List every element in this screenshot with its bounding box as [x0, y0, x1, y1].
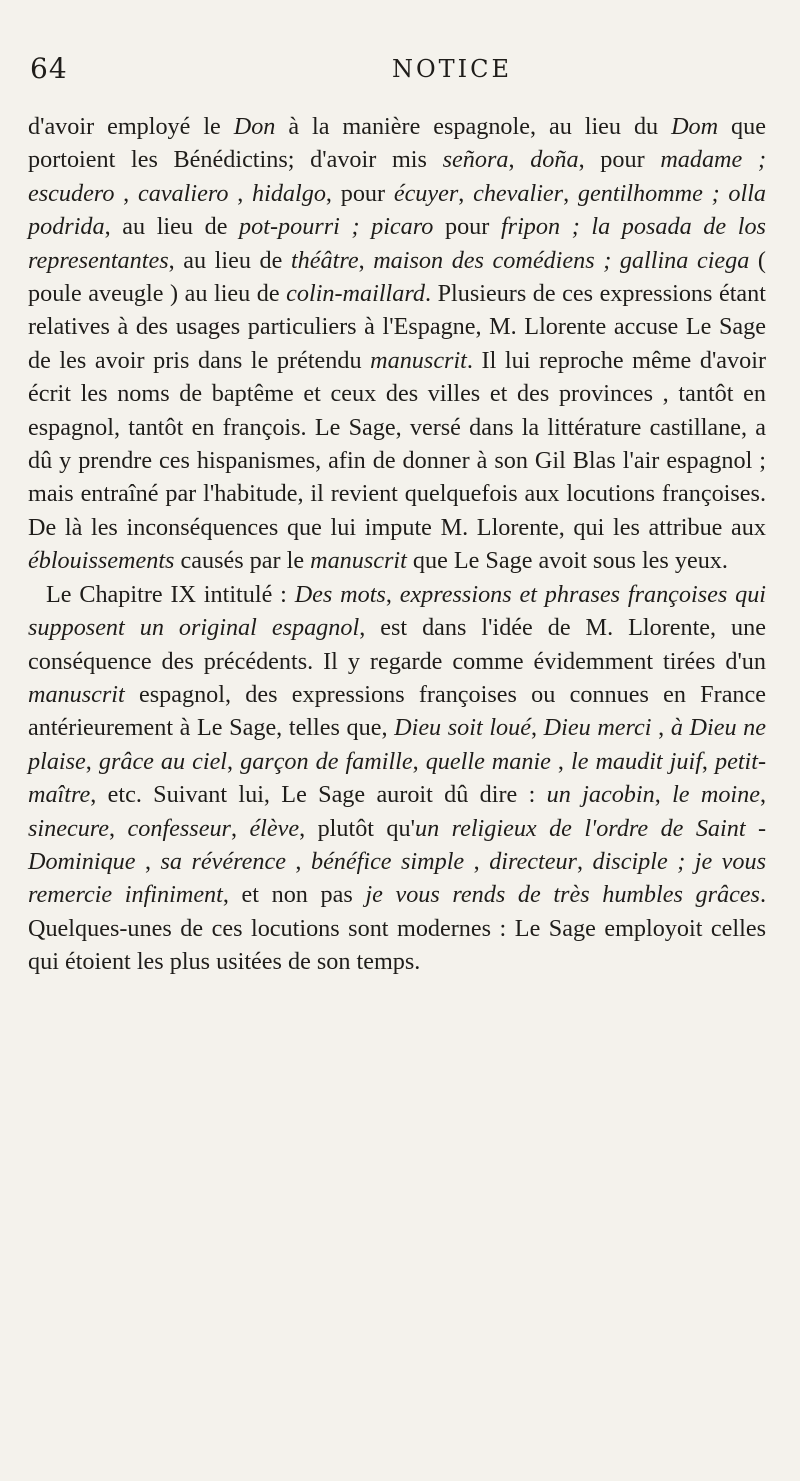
italic-phrase: le maudit juif	[571, 747, 702, 775]
text-run: ,	[385, 580, 400, 608]
body-text	[28, 110, 766, 979]
text-run: ,	[358, 246, 374, 274]
text-run: que portoient les Bénédictins; d'avoir mis	[28, 113, 766, 174]
text-run: à la manière espagnole, au lieu du	[275, 113, 672, 140]
text-run: ,	[227, 747, 241, 775]
text-run: ,	[759, 781, 767, 809]
text-run: . Il lui reproche même d'avoir écrit les noms de baptême et ceux des villes et des provinces , tantôt en espagnol, tantôt en françois. Le Sage, versé dans la littérature castillane, a dû y prendre ces hispanismes, afin de donner à son Gil Blas l'air espagnol ; mais entraîné par l'habitude, il revient quelquefois aux locutions françoises. De là les inconséquences que lui impute M. Llorente, qui les attribue aux	[28, 346, 767, 541]
text-run: , et non pas	[222, 881, 366, 909]
italic-phrase: sinecure	[28, 814, 110, 842]
text-run: ,	[114, 179, 138, 207]
text-run: ,	[530, 714, 544, 742]
italic-phrase: Don	[233, 113, 276, 140]
italic-phrase: chevalier	[473, 179, 564, 207]
italic-phrase: manuscrit	[310, 547, 407, 575]
italic-phrase: disciple ; je vous remercie infiniment	[28, 847, 767, 909]
italic-phrase: petit-maître	[28, 747, 767, 809]
text-run: ,	[576, 847, 593, 875]
text-run: ,	[563, 179, 578, 207]
italic-phrase: grâce au ciel	[98, 747, 228, 775]
running-title: NOTICE	[392, 55, 513, 83]
italic-phrase: confesseur	[127, 814, 231, 842]
italic-phrase: écuyer	[393, 179, 459, 207]
paragraph-1	[28, 110, 766, 578]
italic-phrase: gentilhomme ; olla podrida	[28, 179, 767, 241]
italic-phrase: garçon de famille	[240, 747, 413, 775]
italic-phrase: je vous rends de très humbles grâces	[365, 881, 760, 909]
text-run: , plutôt qu'	[299, 814, 415, 842]
italic-phrase: sa révérence	[160, 847, 286, 875]
italic-phrase: bénéfice simple	[310, 847, 465, 875]
text-run: espagnol, des expressions françoises ou connues en France antérieurement à Le Sage, telles que,	[28, 680, 766, 742]
text-run: , etc. Suivant lui, Le Sage auroit dû dire :	[90, 781, 547, 809]
italic-phrase: un jacobin	[546, 781, 655, 809]
italic-phrase: directeur	[489, 847, 577, 875]
italic-phrase: théâtre	[290, 246, 359, 274]
paragraph-2	[28, 578, 766, 979]
text-run: ,	[701, 747, 715, 775]
italic-phrase: le moine	[672, 781, 760, 809]
italic-phrase: quelle manie	[425, 747, 551, 775]
text-run: ,	[550, 747, 571, 775]
text-run: ,	[109, 814, 128, 842]
text-run: causés par le	[174, 547, 311, 575]
text-run: ,	[85, 747, 99, 775]
italic-phrase: maison des comédiens ; gallina ciega	[373, 246, 750, 274]
text-run: ,	[464, 847, 490, 875]
text-run: , est dans l'idée de M. Llorente, une conséquence des précédents. Il y regarde comme évidemment tirées d'un	[28, 614, 766, 675]
italic-phrase: à Dieu ne plaise	[28, 714, 767, 775]
text-run: , pour	[325, 179, 394, 207]
text-run: ,	[654, 781, 673, 809]
italic-phrase: Des mots	[294, 580, 386, 608]
italic-phrase: Dieu soit loué	[394, 714, 531, 742]
italic-phrase: manuscrit	[28, 680, 125, 708]
text-run: ,	[412, 747, 426, 775]
text-run: ,	[458, 179, 474, 207]
text-run: d'avoir employé le	[28, 113, 234, 140]
text-run: . Plusieurs de ces expressions étant relatives à des usages particuliers à l'Espagne, M. Llorente accuse Le Sage de les avoir pris dans le prétendu	[28, 280, 766, 374]
text-run: ,	[228, 179, 252, 207]
text-run: ,	[508, 146, 531, 174]
italic-phrase: señora	[442, 146, 509, 174]
italic-phrase: Dom	[671, 113, 719, 140]
text-run: ,	[285, 847, 311, 875]
text-run: ,	[230, 814, 250, 842]
italic-phrase: élève	[249, 814, 300, 842]
italic-phrase: fripon ; la posada de los representantes	[28, 213, 766, 274]
italic-phrase: cavaliero	[137, 179, 229, 207]
text-run: , pour	[578, 146, 661, 174]
italic-phrase: hidalgo	[252, 179, 326, 207]
text-run: , au lieu de	[168, 246, 291, 274]
text-run: pour	[433, 213, 501, 241]
italic-phrase: manuscrit	[370, 346, 467, 374]
italic-phrase: éblouissements	[28, 547, 175, 575]
italic-phrase: un religieux de l'ordre de Saint - Dominique	[28, 814, 767, 875]
italic-phrase: pot-pourri ; picaro	[239, 213, 434, 241]
text-run: Le Chapitre IX intitulé :	[46, 580, 295, 608]
text-run: que Le Sage avoit sous les yeux.	[406, 547, 728, 575]
italic-phrase: expressions et phrases françoises qui supposent un original espagnol	[28, 580, 767, 642]
page-number: 64	[30, 52, 68, 85]
text-run: ,	[651, 714, 671, 742]
text-run: ( poule aveugle ) au lieu de	[28, 246, 766, 308]
italic-phrase: doña	[530, 146, 579, 174]
italic-phrase: madame ; escudero	[28, 146, 766, 207]
text-run: . Quelques-unes de ces locutions sont modernes : Le Sage employoit celles qui étoient les plus usitées de son temps.	[28, 881, 767, 976]
italic-phrase: colin-maillard	[286, 280, 425, 308]
italic-phrase: Dieu merci	[543, 714, 652, 742]
text-run: ,	[135, 847, 161, 875]
text-run: , au lieu de	[104, 213, 240, 241]
